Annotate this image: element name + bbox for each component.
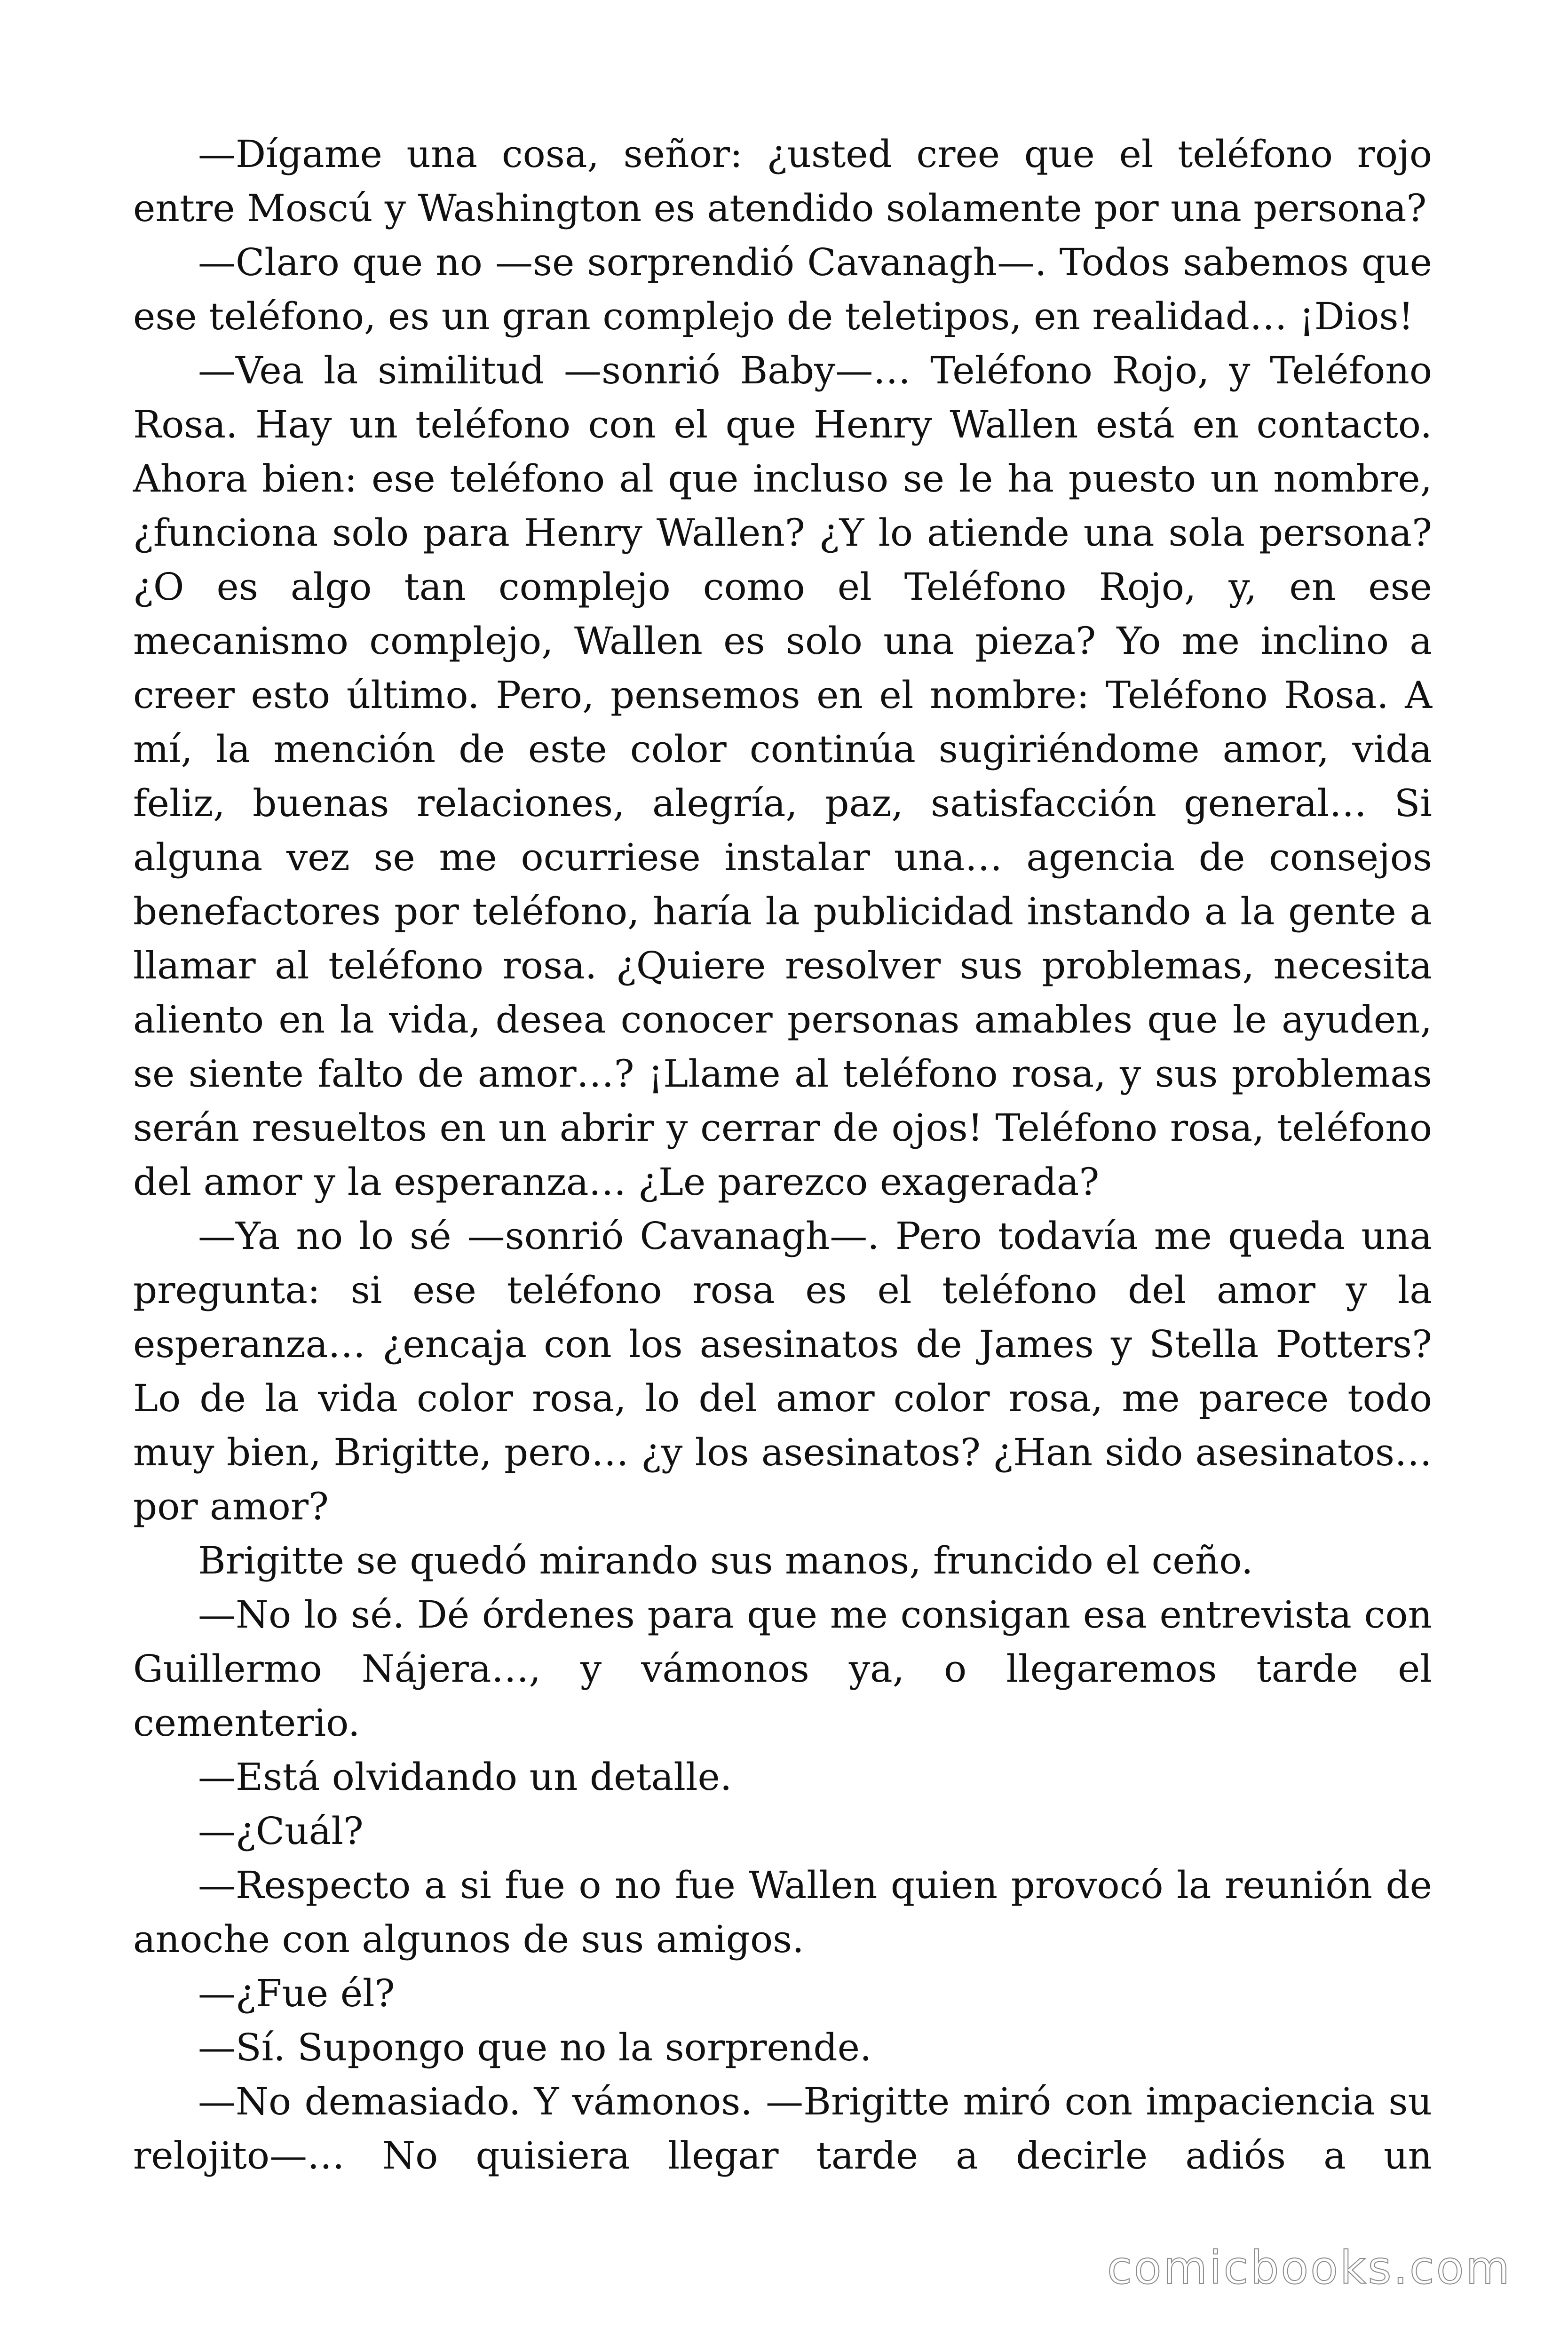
paragraph: —Respecto a si fue o no fue Wallen quien provocó la reunión de anoche con algunos de sus amigos. (133, 1863, 1432, 1961)
paragraph: —Sí. Supongo que no la sorprende. (198, 2026, 872, 2069)
paragraph: —Está olvidando un detalle. (198, 1755, 732, 1799)
paragraph-continued: —No demasiado. Y vámonos. —Brigitte miró con impaciencia su relojito—… No quisiera llegar tarde a decirle adiós a un (133, 2080, 1432, 2177)
paragraph: —¿Fue él? (198, 1971, 395, 2015)
paragraph: —No lo sé. Dé órdenes para que me consigan esa entrevista con Guillermo Nájera…, y vámonos ya, o llegaremos tarde el cementerio. (133, 1593, 1432, 1745)
watermark: comicbooks.com (1107, 2241, 1512, 2294)
paragraph: —¿Cuál? (198, 1809, 364, 1853)
paragraph: —Dígame una cosa, señor: ¿usted cree que el teléfono rojo entre Moscú y Washington es atendido solamente por una persona? (133, 132, 1432, 230)
paragraph: Brigitte se quedó mirando sus manos, fruncido el ceño. (198, 1539, 1253, 1582)
page-text (133, 127, 1432, 2183)
paragraph: —Claro que no —se sorprendió Cavanagh—. Todos sabemos que ese teléfono, es un gran complejo de teletipos, en realidad… ¡Dios! (133, 240, 1432, 338)
paragraph: —Ya no lo sé —sonrió Cavanagh—. Pero todavía me queda una pregunta: si ese teléfono rosa es el teléfono del amor y la esperanza… ¿encaja con los asesinatos de James y Stella Potters? Lo de la vida color rosa, lo del amor color rosa, me parece todo muy bien, Brigitte, pero… ¿y los asesinatos? ¿Han sido asesinatos… por amor? (133, 1214, 1432, 1528)
paragraph: —Vea la similitud —sonrió Baby—… Teléfono Rojo, y Teléfono Rosa. Hay un teléfono con el que Henry Wallen está en contacto. Ahora bien: ese teléfono al que incluso se le ha puesto un nombre, ¿funciona solo para Henry Wallen? ¿Y lo atiende una sola persona? ¿O es algo tan complejo como el Teléfono Rojo, y, en ese mecanismo complejo, Wallen es solo una pieza? Yo me inclino a creer esto último. Pero, pensemos en el nombre: Teléfono Rosa. A mí, la mención de este color continúa sugiriéndome amor, vida feliz, buenas relaciones, alegría, paz, satisfacción general… Si alguna vez se me ocurriese instalar una… agencia de consejos benefactores por teléfono, haría la publicidad instando a la gente a llamar al teléfono rosa. ¿Quiere resolver sus problemas, necesita aliento en la vida, desea conocer personas amables que le ayuden, se siente falto de amor…? ¡Llame al teléfono rosa, y sus problemas serán resueltos en un abrir y cerrar de ojos! Teléfono rosa, teléfono del amor y la esperanza… ¿Le parezco exagerada? (133, 349, 1432, 1204)
